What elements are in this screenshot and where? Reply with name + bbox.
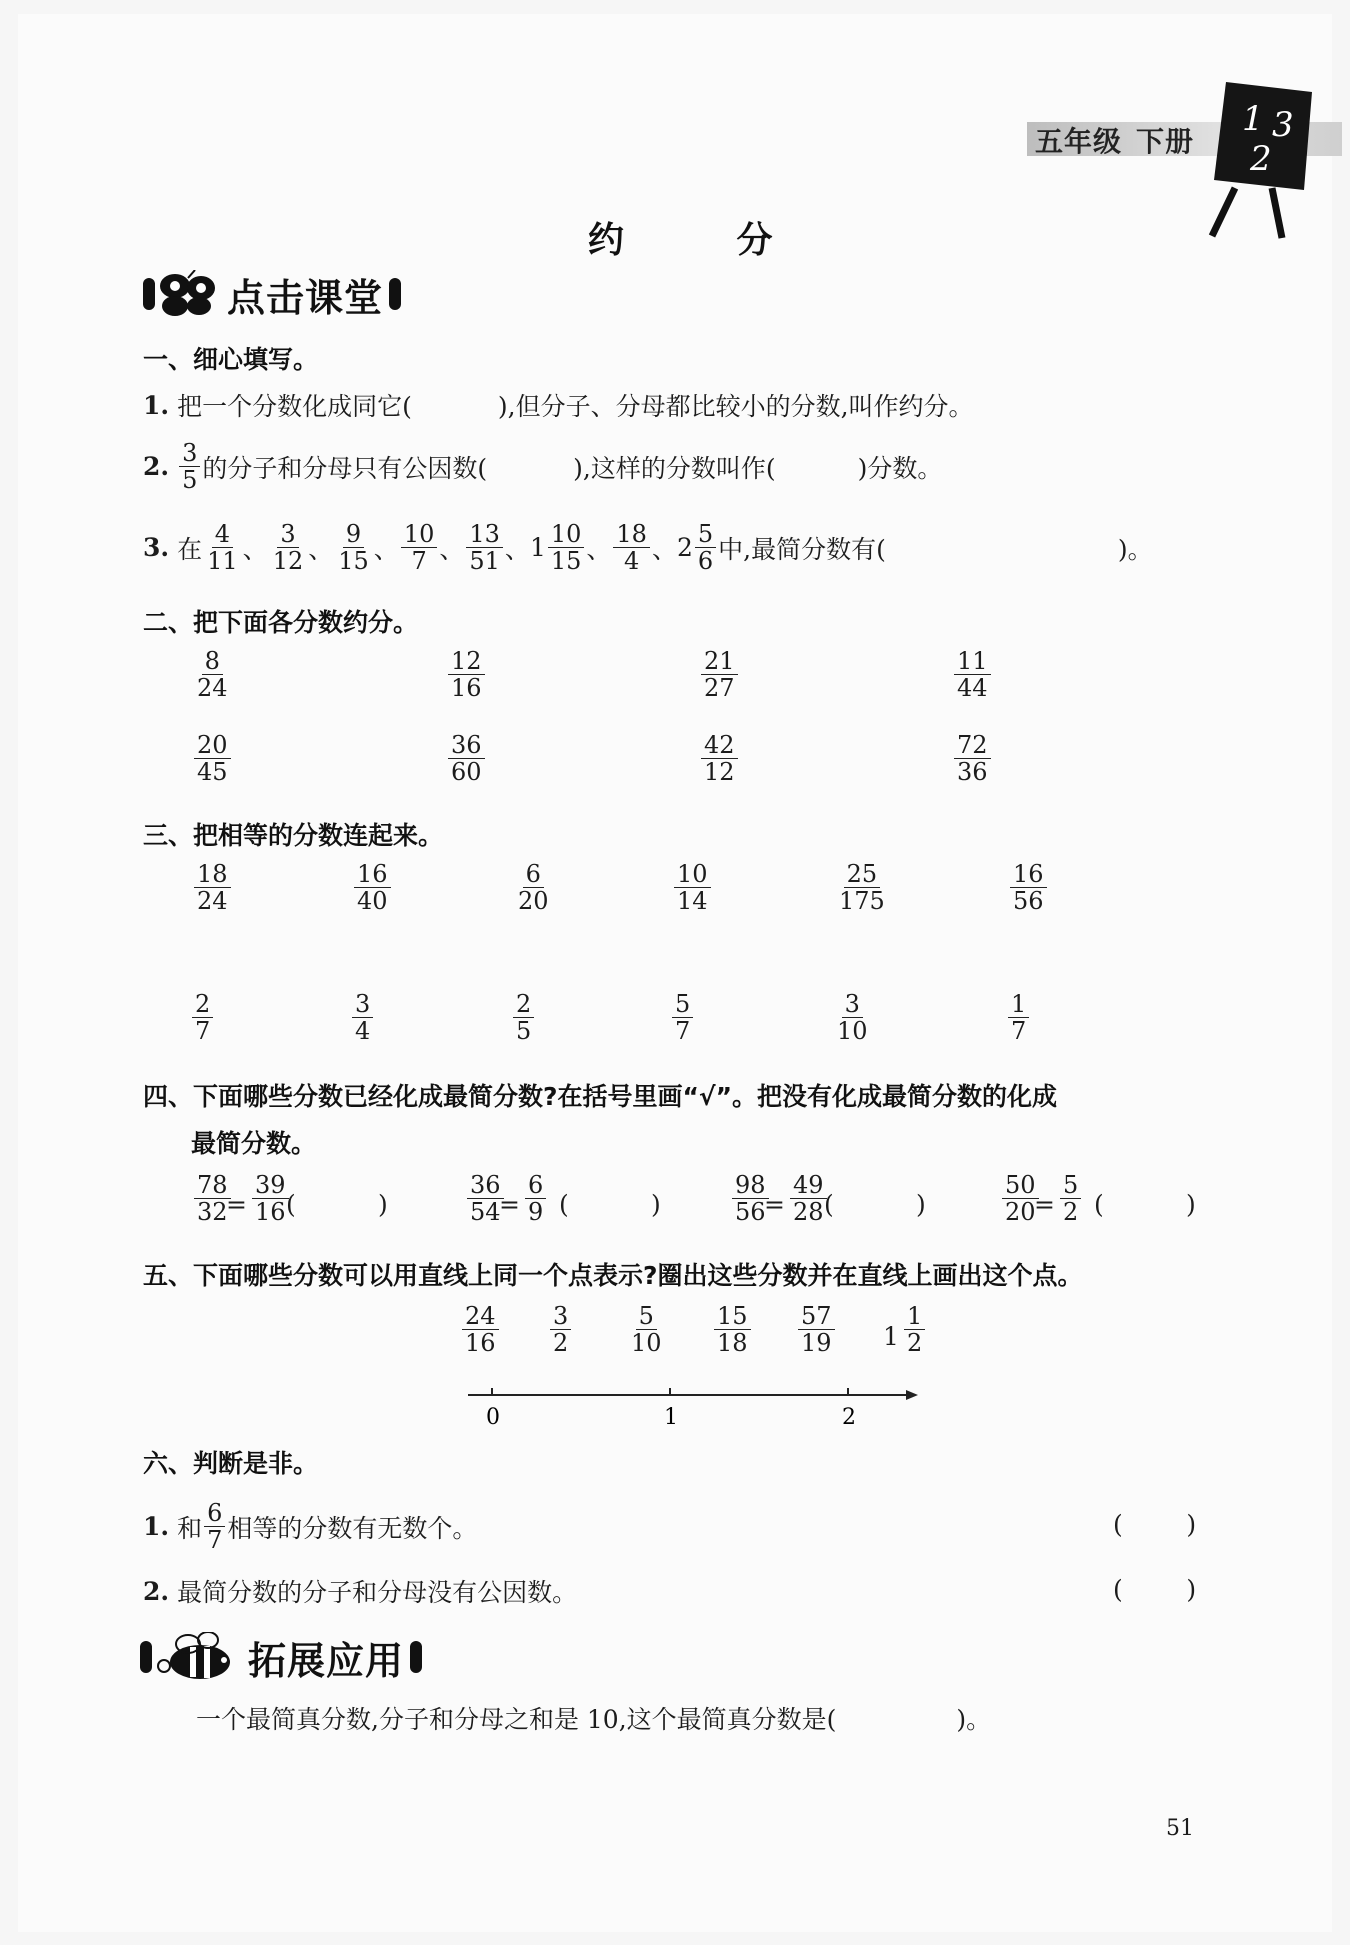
numerator: 36	[467, 1172, 504, 1199]
reduce-fraction	[448, 732, 485, 786]
denominator: 14	[677, 887, 708, 916]
denominator: 60	[451, 758, 482, 787]
check-paren-open[interactable]: (	[286, 1190, 296, 1219]
match-fraction-top	[194, 861, 231, 915]
match-fraction-bottom	[513, 991, 534, 1045]
match-fraction-top	[515, 861, 552, 915]
numerator: 3	[352, 991, 373, 1018]
judge-paren-2[interactable]: ( )	[1113, 1575, 1197, 1604]
page-title: 约 分	[588, 220, 823, 261]
denominator: 44	[957, 674, 988, 703]
fraction: $\frac{3}{12}$	[272, 520, 304, 576]
numerator: 16	[354, 861, 391, 888]
fraction: $\frac{4}{11}$	[207, 520, 238, 576]
fraction: $\frac{18}{4}$	[613, 521, 650, 575]
numerator: 2	[513, 991, 534, 1018]
q-number: 1.	[143, 1512, 170, 1542]
denominator: 24	[197, 887, 228, 916]
denominator: 20	[1005, 1198, 1036, 1227]
numerator: 25	[844, 861, 881, 888]
numerator: 98	[732, 1172, 769, 1199]
denominator: 7	[675, 1017, 691, 1046]
denominator: 20	[518, 887, 549, 916]
equals-sign: =	[1034, 1190, 1055, 1219]
part6-q1-text-a: 和	[177, 1513, 203, 1543]
banner-text-extension: 拓展应用	[248, 1638, 405, 1683]
q2-text-b: ),这样的分数叫作(	[573, 453, 776, 483]
numerator: 42	[701, 732, 738, 759]
section-banner-practice	[143, 270, 401, 318]
numerator: 2	[192, 991, 213, 1018]
denominator: 4	[355, 1017, 371, 1046]
reduce-fraction	[701, 732, 738, 786]
match-fraction-bottom	[672, 991, 693, 1045]
check-paren-open[interactable]: (	[1094, 1190, 1104, 1219]
extension-question	[196, 1700, 991, 1736]
part4-heading-line1: 四、下面哪些分数已经化成最简分数?在括号里画“√”。把没有化成最简分数的化成	[143, 1082, 1058, 1111]
numerator: 57	[798, 1303, 835, 1330]
banner-left-cap	[140, 1641, 152, 1673]
fraction: $\frac{5}{6}$	[695, 521, 716, 575]
page-number: 51	[1166, 1816, 1194, 1841]
q1-text-b: ),但分子、分母都比较小的分数,叫作约分。	[497, 392, 974, 421]
numerator: 49	[790, 1172, 827, 1199]
denominator: 10	[631, 1329, 662, 1358]
banner-right-cap	[410, 1641, 422, 1673]
reduce-fraction	[448, 648, 485, 702]
point-fraction	[550, 1303, 571, 1357]
numerator: 21	[701, 648, 738, 675]
numerator: 5	[672, 991, 693, 1018]
numerator: 39	[252, 1172, 289, 1199]
point-fraction	[798, 1303, 835, 1357]
reduce-fraction	[954, 732, 991, 786]
part1-q2	[143, 440, 942, 494]
numerator: 78	[194, 1172, 231, 1199]
part4-heading-line2: 最简分数。	[191, 1129, 317, 1158]
match-fraction-top	[1010, 861, 1047, 915]
axis-label-2: 2	[842, 1405, 856, 1430]
equals-sign: =	[764, 1190, 785, 1219]
denominator: 56	[1013, 887, 1044, 916]
equals-sign: =	[499, 1190, 520, 1219]
numerator: 1	[904, 1303, 925, 1330]
denominator: 9	[528, 1198, 544, 1227]
q-number: 3.	[143, 533, 170, 563]
denominator: 12	[704, 758, 735, 787]
denominator: 2	[907, 1329, 923, 1358]
point-fraction	[628, 1303, 665, 1357]
q1-text-a: 把一个分数化成同它(	[177, 392, 412, 421]
banner-left-cap	[143, 278, 155, 310]
denominator: 45	[197, 758, 228, 787]
check-paren-close[interactable]: )	[378, 1190, 388, 1219]
bee-icon	[152, 1632, 242, 1682]
result-fraction	[525, 1172, 546, 1226]
denominator: 16	[465, 1329, 496, 1358]
number-line[interactable]	[460, 1380, 920, 1430]
numerator: 24	[462, 1303, 499, 1330]
numerator: 8	[202, 648, 223, 675]
mixed-whole: 1	[529, 533, 546, 563]
denominator: 2	[1063, 1198, 1079, 1227]
numerator: 12	[448, 648, 485, 675]
fraction: $\frac{13}{51}$	[466, 521, 503, 575]
reduce-fraction	[701, 648, 738, 702]
denominator: 16	[255, 1198, 286, 1227]
denominator: 5	[516, 1017, 532, 1046]
result-fraction	[1060, 1172, 1081, 1226]
check-paren-open[interactable]: (	[824, 1190, 834, 1219]
match-fraction-top	[836, 861, 888, 915]
mixed-whole: 2	[676, 533, 693, 563]
q-number: 2.	[143, 452, 170, 482]
numerator: 5	[1060, 1172, 1081, 1199]
part6-q2	[143, 1573, 577, 1609]
numerator: 20	[194, 732, 231, 759]
part1-q1	[143, 387, 974, 423]
match-fraction-bottom	[352, 991, 373, 1045]
check-paren-close[interactable]: )	[916, 1190, 926, 1219]
match-fraction-top	[674, 861, 711, 915]
part6-q1	[143, 1500, 477, 1554]
volume-text: 下册	[1136, 125, 1195, 158]
denominator: 24	[197, 674, 228, 703]
part3-heading: 三、把相等的分数连起来。	[143, 821, 444, 850]
numerator: 6	[523, 861, 544, 888]
judge-paren-1[interactable]: ( )	[1113, 1510, 1197, 1539]
denominator: 7	[1011, 1017, 1027, 1046]
q2-text-a: 的分子和分母只有公因数(	[202, 453, 488, 483]
denominator: 36	[957, 758, 988, 787]
q3-end: )。	[1117, 534, 1153, 564]
banner-right-cap	[389, 278, 401, 310]
denominator: 27	[704, 674, 735, 703]
q3-lead: 在	[177, 534, 203, 564]
extension-end: )。	[956, 1705, 992, 1734]
grade-label	[1035, 120, 1194, 160]
part1-q3: 3. 在 $\frac{4}{11}$ 、 $\frac{3}{12}$ 、 $\frac{9}{15}$ 、 $\frac{10}{7}$ 、 $\frac{13}{51}$ 、 1 $\frac{10}{15}$ 、 $\frac{18}{4}$ 、 2 $\frac{5}{6}$ 中,最简分数有( )。	[143, 520, 1153, 576]
denominator: 16	[451, 674, 482, 703]
match-fraction-bottom	[1008, 991, 1029, 1045]
numerator: 10	[674, 861, 711, 888]
axis-label-0: 0	[486, 1405, 500, 1430]
numerator: 50	[1002, 1172, 1039, 1199]
denominator: 28	[793, 1198, 824, 1227]
denominator: 10	[837, 1017, 868, 1046]
match-fraction-bottom	[834, 991, 871, 1045]
denominator: 175	[839, 887, 885, 916]
check-paren-close[interactable]: )	[1186, 1190, 1196, 1219]
point-fraction	[904, 1303, 925, 1357]
q2-text-c: )分数。	[857, 453, 943, 483]
numerator: 11	[954, 648, 991, 675]
numerator: 72	[954, 732, 991, 759]
match-fraction-top	[354, 861, 391, 915]
q-number: 1.	[143, 390, 170, 420]
denominator: 18	[717, 1329, 748, 1358]
point-fraction	[714, 1303, 751, 1357]
reduce-fraction	[194, 648, 231, 702]
butterfly-icon	[155, 270, 221, 318]
reduce-fraction	[194, 732, 231, 786]
denominator: 19	[801, 1329, 832, 1358]
badge-digit-3: 3	[1272, 105, 1294, 145]
denominator: 54	[470, 1198, 501, 1227]
extension-text: 一个最简真分数,分子和分母之和是 10,这个最简真分数是(	[196, 1705, 837, 1734]
grade-text: 五年级	[1035, 125, 1123, 158]
part6-heading: 六、判断是非。	[143, 1449, 319, 1478]
q3-tail: 中,最简分数有(	[718, 534, 886, 564]
axis-label-1: 1	[664, 1405, 678, 1430]
denominator: 7	[195, 1017, 211, 1046]
blackboard-icon	[1200, 78, 1320, 243]
result-fraction	[252, 1172, 289, 1226]
result-fraction	[790, 1172, 827, 1226]
badge-digit-2: 2	[1250, 139, 1272, 179]
numerator: 15	[714, 1303, 751, 1330]
numerator: 3	[842, 991, 863, 1018]
fraction: $\frac{6}{7}$	[204, 1500, 225, 1554]
denominator: 40	[357, 887, 388, 916]
check-paren-open[interactable]: (	[559, 1190, 569, 1219]
numerator: 5	[636, 1303, 657, 1330]
point-fraction	[462, 1303, 499, 1357]
q-number: 2.	[143, 1576, 170, 1606]
part6-q1-text-b: 相等的分数有无数个。	[227, 1513, 478, 1543]
numerator: 16	[1010, 861, 1047, 888]
numerator: 1	[1008, 991, 1029, 1018]
section-banner-extension	[140, 1633, 422, 1681]
fraction: $\frac{9}{15}$	[338, 520, 369, 576]
numerator: 3	[550, 1303, 571, 1330]
denominator: 32	[197, 1198, 228, 1227]
fraction: $\frac{10}{15}$	[548, 521, 585, 575]
numerator: 18	[194, 861, 231, 888]
denominator: 2	[553, 1329, 569, 1358]
match-fraction-bottom	[192, 991, 213, 1045]
part2-heading: 二、把下面各分数约分。	[143, 608, 419, 637]
banner-text-practice: 点击课堂	[227, 275, 384, 320]
equals-sign: =	[226, 1190, 247, 1219]
part1-heading: 一、细心填写。	[143, 345, 319, 374]
part6-q2-text: 最简分数的分子和分母没有公因数。	[177, 1578, 578, 1607]
reduce-fraction	[954, 648, 991, 702]
check-paren-close[interactable]: )	[651, 1190, 661, 1219]
numerator: 6	[525, 1172, 546, 1199]
badge-digit-1: 1	[1242, 99, 1264, 139]
denominator: 56	[735, 1198, 766, 1227]
part5-heading: 五、下面哪些分数可以用直线上同一个点表示?圈出这些分数并在直线上画出这个点。	[143, 1261, 1083, 1290]
fraction: $\frac{3}{5}$	[179, 440, 200, 494]
fraction: $\frac{10}{7}$	[401, 521, 438, 575]
mixed-whole: 1	[883, 1322, 899, 1351]
numerator: 36	[448, 732, 485, 759]
